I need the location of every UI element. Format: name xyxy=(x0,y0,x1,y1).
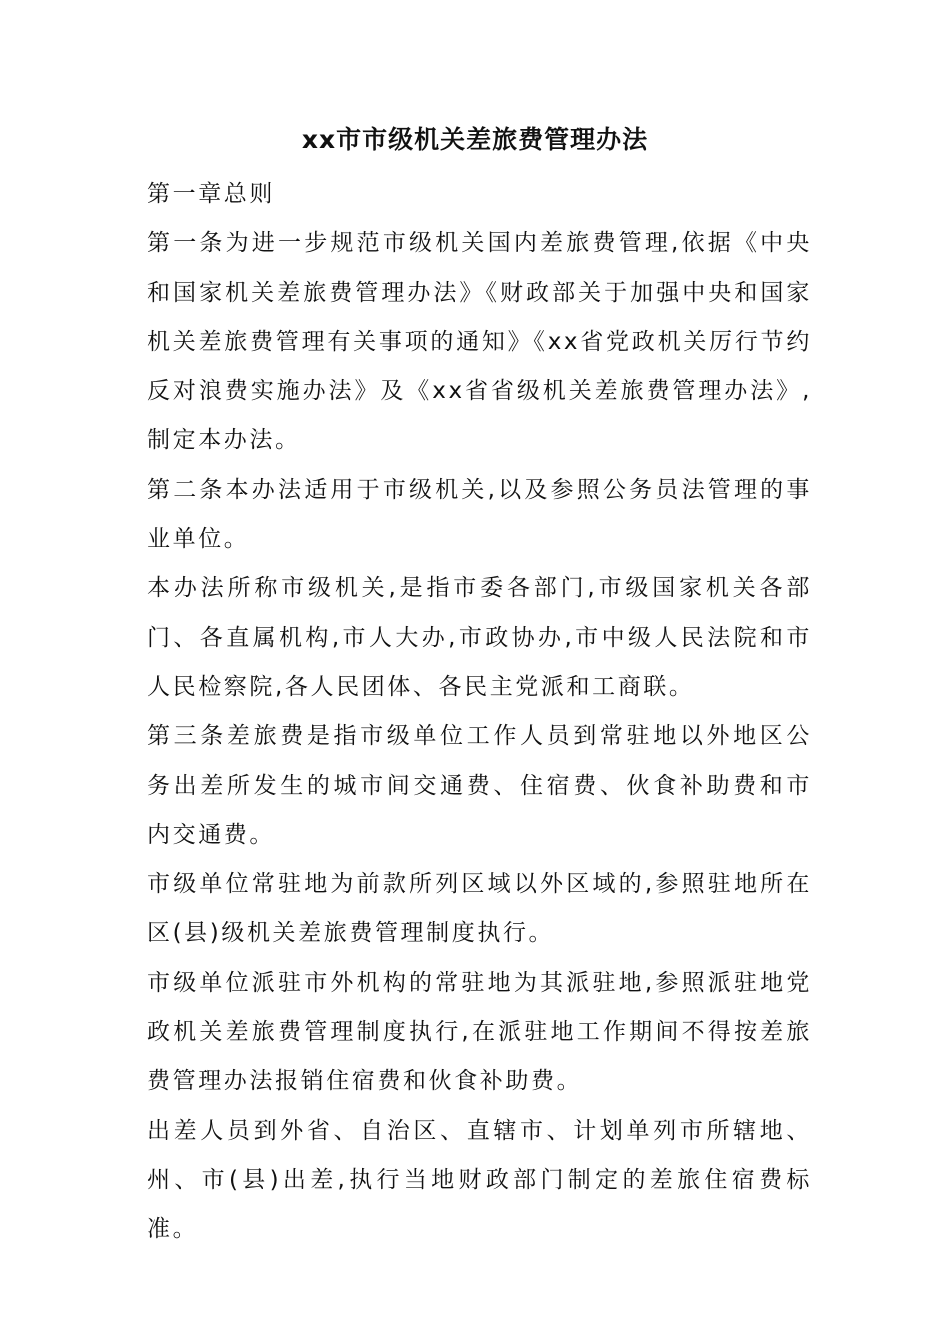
document-title: xx市市级机关差旅费管理办法 xyxy=(301,125,649,154)
article-paragraph: 第二条本办法适用于市级机关,以及参照公务员法管理的事业单位。 xyxy=(147,476,812,553)
body-paragraph: 市级单位派驻市外机构的常驻地为其派驻地,参照派驻地党政机关差旅费管理制度执行,在派驻地工作期间不得按差旅费管理办法报销住宿费和伙食补助费。 xyxy=(147,969,812,1095)
article-paragraph: 第一条为进一步规范市级机关国内差旅费管理,依据《中央和国家机关差旅费管理办法》《财政部关于加强中央和国家机关差旅费管理有关事项的通知》《xx省党政机关厉行节约反对浪费实施办法》及《xx省省级机关差旅费管理办法》,制定本办法。 xyxy=(147,230,812,454)
body-paragraph: 市级单位常驻地为前款所列区域以外区域的,参照驻地所在区(县)级机关差旅费管理制度执行。 xyxy=(147,871,812,947)
body-paragraph: 本办法所称市级机关,是指市委各部门,市级国家机关各部门、各直属机构,市人大办,市政协办,市中级人民法院和市人民检察院,各人民团体、各民主党派和工商联。 xyxy=(147,575,812,700)
article-paragraph: 第三条差旅费是指市级单位工作人员到常驻地以外地区公务出差所发生的城市间交通费、住宿费、伙食补助费和市内交通费。 xyxy=(147,723,812,848)
chapter-heading: 第一章总则 xyxy=(147,181,275,207)
body-paragraph: 出差人员到外省、自治区、直辖市、计划单列市所辖地、州、市(县)出差,执行当地财政部门制定的差旅住宿费标准。 xyxy=(147,1117,812,1243)
document-body xyxy=(147,170,812,1255)
